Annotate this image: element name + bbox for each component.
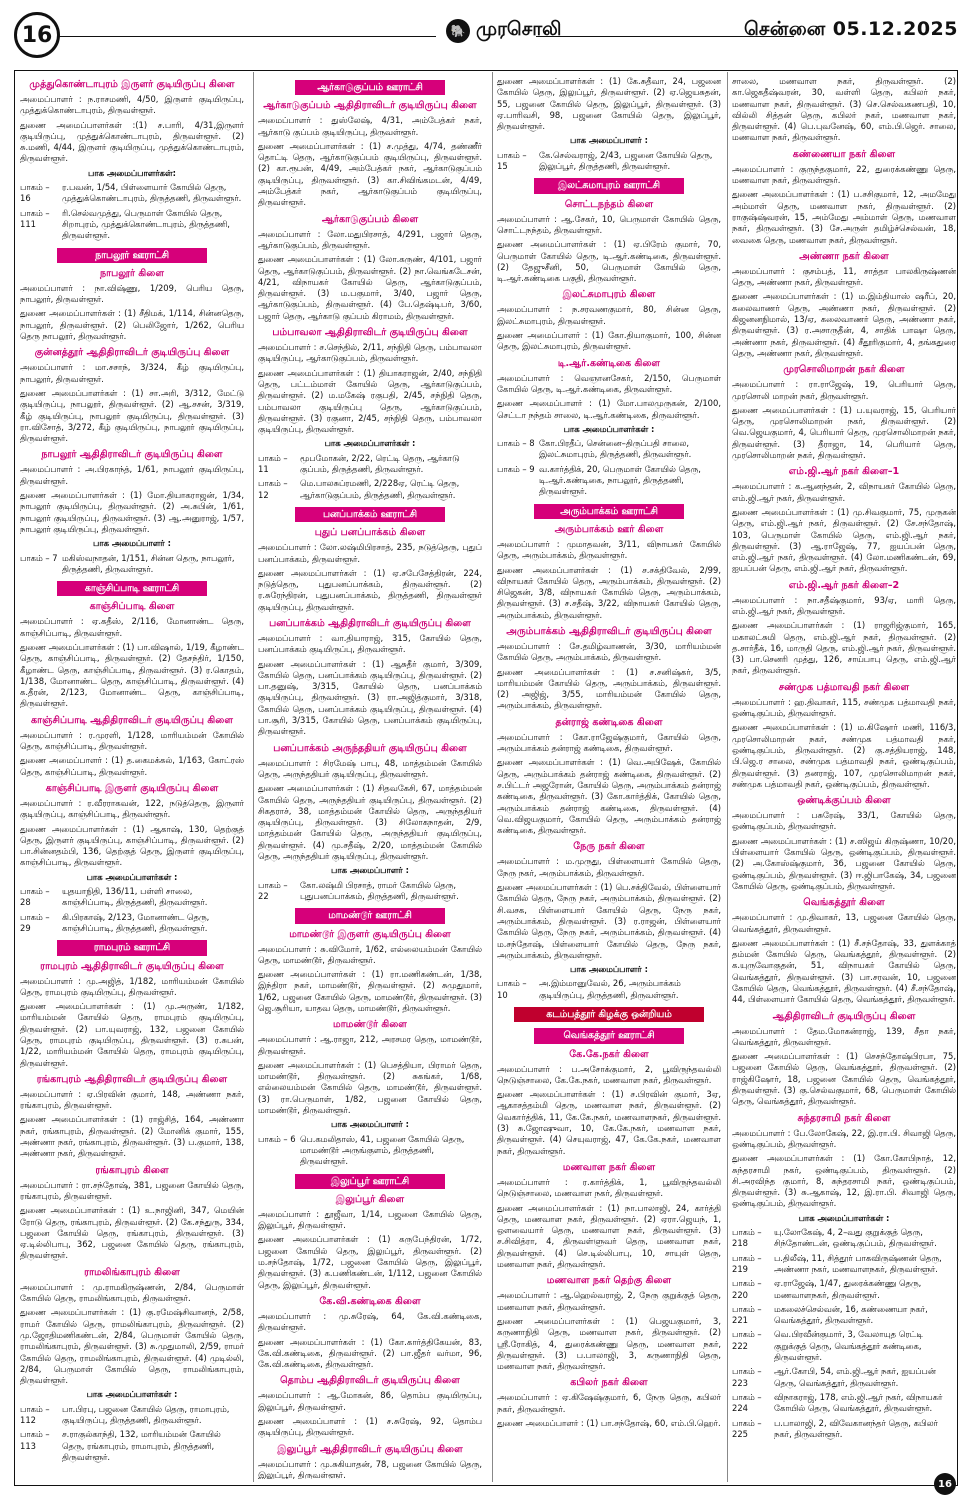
booth-text: ப.திலீஷ், 11, சித்தூர் பாகவிருஷ்ணன் தெரு, அண்ணா நகர், மணவாளநகர், திருவள்ளூர். [774,1252,942,1274]
panchayat-banner: மாமண்டூர் ஊராட்சி [295,908,445,923]
booth-heading: பாக அமைப்பாளர் : [331,865,409,876]
deputy-organizers-text: துணை அமைப்பாளர்கள் : (1) பெஜயகுமார், 3, கருணாநிதி தெரு, மணவாள நகர், திருவள்ளூர். (2) ஸ்ரீ.ரோகித், 4, துரைக்கண்ணு தெரு, மணவாள நகர், திருவள்ளூர். (3) ப.பாலாஜி, 3, கருணாநிதி தெரு, மணவாள நகர், திருவள்ளூர். [497,1315,721,1372]
organizer-text: அமைப்பாளர் : ரா.சந்தோஷ், 381, பஜனை கோயில் தெரு, ரங்காபுரம், திருவள்ளூர். [20,1179,244,1201]
deputy-organizers-text: துணை அமைப்பாளர் : (1) த.கைமக்கல், 1/163, கோட்ரஸ் தெரு, காஞ்சிப்பாடி, திருவள்ளூர். [20,755,244,777]
branch-heading: முத்துகொண்டாபுரம் இருளர் குடியிருப்பு கிளை [29,79,235,90]
deputy-organizers-text: சாலை, மணவாள நகர், திருவள்ளூர். (2) கா.ஜெகதீஷ்வரன், 30, வள்ளி தெரு, கபிலர் நகர், மணவாள நகர், திருவள்ளூர். (3) செ.செல்வகணபதி, 10, வில்லி சித்தன் தெரு, கபிலர் நகர், மணவாள நகர், திருவள்ளூர். (4) பெ.புவனேஷ், 60, எம்.பி.ஜெர். சாலை, மணவாள நகர், திருவள்ளூர். [732,76,956,143]
branch-heading: காஞ்சிப்பாடி கிளை [89,601,175,613]
column-4 [732,74,956,1479]
booth-row [732,1392,956,1415]
footer-page-number: 16 [934,1473,956,1495]
branch-heading: அண்ணா நகர் கிளை [799,250,889,262]
column-2 [258,74,482,1479]
organizer-text: அமைப்பாளர் : ஏ.பிரவின் குமார், 148, அண்ணா நகர், ரங்காபுரம், திருவள்ளூர். [20,1088,244,1111]
panchayat-banner: ஆர்காடுகுப்பம் ஊராட்சி [295,80,445,95]
booth-text: ப.பாலாஜி, 2, விவேகானந்தர் தெரு, கபிலர் நகர், திருவள்ளூர். [774,1417,938,1439]
booth-row [732,1304,956,1327]
column-3 [497,74,721,1479]
organizer-text: அமைப்பாளர் : அ.பிரகாந்த், 1/61, நாபலூர் குடியிருப்பு, திருவள்ளூர். [20,464,244,486]
panchayat-banner: வெங்கத்தூர் ஊராட்சி [534,1028,684,1043]
booth-text: யு.லோகேஷ், 4, 2–வது குறுக்குத் தெரு, சிந்தோண்டன், ஒண்டிகுப்பம், திருவள்ளூர். [774,1227,937,1249]
deputy-organizers-text: துணை அமைப்பாளர்கள் : (1) ம.கிஷோர் மணி, 116/3, முரசொலிமாறன் நகர், சண்முக பத்மாவதி நகர், ஒண்டிகுப்பம், திருவள்ளூர். (2) கு.சத்தியராஜ், 148, பி.ஜெ.ர சாலை, சண்முக பத்மாவதி நகர், ஒண்டிகுப்பம், திருவள்ளூர். (3) தனராஜ், 107, முரசொலிமாறன் நகர், சண்முக பத்மாவதி நகர், ஒண்டிகுப்பம், திருவள்ளூர். [732,722,956,789]
deputy-organizers-text: துணை அமைப்பாளர்கள் : (1) உ.நாஜினி, 347, மெயின் ரோடு தெரு, ரங்காபுரம், திருவள்ளூர். (2) கே.சந்துரு, 334, பஜனை கோயில் தெரு, ரங்காபுரம், திருவள்ளூர். (3) ஏ.டில்லிபாபு, 362, பஜனை கோயில் தெரு, ரங்காபுரம், திருவள்ளூர். [20,1205,244,1261]
panchayat-banner: காஞ்சிப்பாடி ஊராட்சி [57,581,207,596]
deputy-organizers-text: துணை அமைப்பாளர்கள் : (1) ப.சசிகுமார், 12, அமமேது அம்மாள் தெரு, மணவாள நகர், திருவள்ளூர். (2) ராகுஷ்ஷ்வரன், 15, அம்மேது அம்மாள் தெரு, மணவாள நகர், திருவள்ளூர். (3) சே.அருள் தமிழ்ச்செல்வன், 18, வைகை தெரு, மணவாள நகர், திருவள்ளூர். [732,189,956,245]
organizer-text: அமைப்பாளர் : தூஜீவா, 1/14, பஜனை கோயில் தெரு, இலுப்பூர், திருவள்ளூர். [258,1208,482,1231]
organizer-text: அமைப்பாளர் : ஆ.ஹெல்வராஜ், 2, நேரு குறுக்குத் தெரு, மணவாள நகர், திருவள்ளூர். [497,1290,721,1312]
booth-row [20,1429,244,1463]
paper-title: முரசொலி [476,18,562,40]
organizer-text: அமைப்பாளர் : மா.சசாந், 3/324, கீழ் குடியிருப்பு, நாபலூர், திருவள்ளூர். [20,362,244,384]
booth-text: கே.செல்வராஜ், 2/43, பஜனை கோயில் தெரு, இலுப்பூர், திருத்தணி, திருவள்ளூர். [539,149,713,172]
organizer-text: அமைப்பாளர் : கோ.ராஜேஷ்குமார், கோயில் தெரு, அரும்பாக்கம் தன்ராஜ் கண்டிகை, திருவள்ளூர். [497,731,721,754]
branch-heading: இலட்சுமாபுரம் கிளை [562,289,656,301]
column-divider [727,72,728,1482]
organizer-text: அமைப்பாளர் : பே.லோகேஷ், 22, இ.ரா.பி. சிவாஜி தெரு, ஒண்டிகுப்பம், திருவள்ளூர். [732,1127,956,1149]
organizer-text: அமைப்பாளர் : சு.விமோர், 1/62, எல்லையம்மன் கோயில் தெரு, மாமண்டூர், திருவள்ளூர். [258,943,482,965]
booth-number: பாகம் – 225 [732,1417,762,1439]
booth-text: அ.இம்மானுவேல், 26, அரும்பாக்கம் குடியிருப்பு, திருத்தணி, திருவள்ளூர். [539,978,681,1000]
deputy-organizers-text: துணை அமைப்பாளர்கள் : (1) சா.அரி, 3/312, மேட்டு குடியிருப்பு, நாபலூர், திருவள்ளூர். (2) ஆ.சசன், 3/319, கீழ் குடியிருப்பு, நாபலூர் குடியிருப்பு, திருவள்ளூர். (3) ரா.விசோத், 3/272, கீழ் குடியிருப்பு, நாபலூர் குடியிருப்பு, திருவள்ளூர். [20,387,244,444]
booth-number: பாகம் – 112 [20,1403,50,1426]
booth-row [497,464,721,498]
branch-heading: புதுப் பனப்பாக்கம் கிளை [314,527,426,539]
branch-heading: நாபலூர் ஆதிதிராவிடர் குடியிருப்பு கிளை [41,449,223,461]
booth-heading: பாக அமைப்பாளர் : [570,964,648,975]
booth-row [258,880,482,903]
booth-text: ஏ.ராஜேஷ், 1/47, துரைக்கண்ணு தெரு, மணவாளநகர், திருவள்ளூர். [774,1278,922,1300]
booth-row [20,1404,244,1427]
organizer-text: அமைப்பாளர் : ரா.ராஜேஷ், 19, பெரியார் தெரு, முரசொலி மாறன் நகர், திருவள்ளூர். [732,379,956,401]
booth-number: பாகம் – 12 [258,478,288,500]
booth-text: விநாகராஜ், 178, எம்.ஜி.ஆர் நகர், விநாயகர் கோயில் தெரு, வெங்கத்தூர், திருவள்ளூர். [774,1391,943,1414]
branch-heading: தன்ராஜ் கண்டிகை கிளை [555,716,663,728]
deputy-organizers-text: துணை அமைப்பாளர்கள் : (1) கோ.கார்த்திகேயன், 83, கே.வி.கண்டிகை, திருவள்ளூர். (2) பா.ஜீதர் வர்மா, 96, கே.வி.கண்டிகை, திருவள்ளூர். [258,1336,482,1370]
booth-number: பாகம் – 11 [258,452,288,475]
branch-heading: ஒண்டிக்குப்பம் கிளை [797,795,891,807]
booth-row [732,1366,956,1389]
deputy-organizers-text: துணை அமைப்பாளர்கள் : (1) ஆசுதீர் குமார், 3/309, கோயில் தெரு, பனப்பாக்கம் குடியிருப்பு, திருவள்ளூர். (2) பா.தனுஷ், 3/315, கோயில் தெரு, பனப்பாக்கம் குடியிருப்பு, திருவள்ளூர். (3) ரா.அஜித்குமார், 3/318, கோயில் தெரு, பனப்பாக்கம் குடியிருப்பு, திருவள்ளூர். (4) பா.சூரி, 3/315, கோயில் தெரு, பனப்பாக்கம் குடியிருப்பு, திருவள்ளூர். [258,658,482,737]
deputy-organizers-text: துணை அமைப்பாளர் : (1) மோ.பாலமுருகன், 2/100, செட்டா நந்தம் சாலை, டி.ஆர்.கண்டிகை, திருவள்ளூர். [497,398,721,420]
booth-heading: பாக அமைப்பாளர்கள் : [86,871,178,882]
organizer-text: அமைப்பாளர் : லோ.மதுபிரசாத், 4/291, பஜார் தெரு, ஆர்காடுகுப்பம், திருவள்ளூர். [258,228,482,250]
booth-heading: பாக அமைப்பாளர்கள் : [324,438,416,449]
organizer-text: அமைப்பாளர் : ஏ.கதீஸ், 2/116, மோனாண்ட தெரு, காஞ்சிப்பாடி, திருவள்ளூர். [20,616,244,638]
organizer-text: அமைப்பாளர் : வெஞானசேகர், 2/150, பெருமாள் கோயில் தெரு, டி.ஆர்.கண்டிகை, திருவள்ளூர். [497,372,721,394]
branch-heading: மணவாள நகர் கிளை [562,1161,656,1173]
organizer-text: அமைப்பாளர் : தேம.மோகன்ராஜ், 139, சீதா நகர், வெங்கத்தூர், திருவள்ளூர். [732,1025,956,1047]
booth-heading: பாக அமைப்பாளர் : [331,1119,409,1130]
deputy-organizers-text: துணை அமைப்பாளர்கள் : (1) ச.சனிஷ்கர், 3/5, மாரியம்மன் கோயில் தெரு, அரும்பாக்கம், திருவள்ளூர். (2) அஜிஜ், 3/55, மாரியம்மன் கோயில் தெரு, அரும்பாக்கம், திருவள்ளூர். [497,666,721,711]
organizer-text: அமைப்பாளர் : சிரமேஷ் பாபு, 48, மாத்தம்மன் கோயில் தெரு, அருந்ததியர் குடியிருப்பு, திருவள்ளூர். [258,757,482,779]
booth-row [20,182,244,205]
booth-number: பாகம் – 221 [732,1303,762,1326]
branch-heading: பனப்பாக்கம் அருந்ததியர் குடியிருப்பு கிளை [273,742,467,754]
booth-heading: பாக அமைப்பாளர்கள் : [86,1389,178,1400]
deputy-organizers-text: துணை அமைப்பாளர்கள் : (1) தியாகராஜன், 2/40, சந்நிதி தெரு, பட்டம்மாள் கோயில் தெரு, ஆர்காடுகுப்பம், திருவள்ளூர். (2) ம.மகேஷ் ரகுபதி, 2/45, சந்நிதி தெரு, பம்பாவலா குடியிருப்பு தெரு, ஆர்காடுகுப்பம், திருவள்ளூர். (3) ரகுனா, 2/45, சந்நிதி தெரு, பம்பாவலா குடியிருப்பு, திருவள்ளூர். [258,367,482,435]
booth-row [732,1278,956,1301]
deputy-organizers-text: துணை அமைப்பாளர்கள் : (1) கு.ரமேஷ்சிவானந், 2/58, ராமர் கோயில் தெரு, ராமலிங்காபுரம், திருவள்ளூர். (2) மு.ஜோதிமணிகண்டன், 2/84, பெருமாள் கோயில் தெரு, ராமலிங்காபுரம், திருவள்ளூர். (3) சு.முதுமாலி, 2/59, ராமர் கோயில் தெரு, ராமலிங்காபுரம், திருவள்ளூர். (4) முடில்லி, 2/84, பெருமாள் கோயில் தெரு, ராமலிங்காபுரம், திருவள்ளூர். [20,1307,244,1386]
booth-row [258,478,482,501]
booth-heading: பாக அமைப்பாளர்கள் : [563,423,655,434]
page-number: 16 [14,12,60,58]
booth-number: பாகம் – 220 [732,1278,762,1300]
panchayat-banner: அரும்பாக்கம் ஊராட்சி [534,504,684,519]
panchayat-banner: ராமபுரம் ஊராட்சி [57,940,207,955]
organizer-text: அமைப்பாளர் : ப.அசோக்குமார், 2, பூவிருந்தவல்லி நெடுஞ்சாலை, கே.கே.நகர், மணவாள நகர், திருவள்ளூர். [497,1063,721,1085]
booth-row [258,1134,482,1168]
booth-text: ச.ராகுல்காந்தி, 132, மாரியம்மன் கோயில் தெரு, ரங்காபுரம், ராமாபுரம், திருத்தணி, திருவள்ளூர். [62,1429,221,1462]
organizer-text: அமைப்பாளர் : துஸ்லேஷ், 4/31, அம்பேத்கர் நகர், ஆர்காடு குப்பம் குடியிருப்பு, திருவள்ளூர். [258,115,482,137]
branch-heading: கண்ணையா நகர் கிளை [792,148,896,160]
booth-row [20,886,244,909]
deputy-organizers-text: துணை அமைப்பாளர்கள் : (1) கே.சுதீவா, 24, பஜனை கோயில் தெரு, இலுப்பூர், திருவள்ளூர். (2) ஏ.ஜெயசுதன், 55, பஜனை கோயில் தெரு, இலுப்பூர், திருவள்ளூர். (3) ஏ.பாரிவசி, 98, பஜனை கோயில் தெரு, இலுப்பூர், திருவள்ளூர். [497,76,721,132]
deputy-organizers-text: துணை அமைப்பாளர் : (1) ச.சுரேஷ், 92, தொம்ப குடியிருப்பு, திருவள்ளூர். [258,1416,482,1438]
booth-text: மகிஸ்வநாதன், 1/151, சின்ன தெரு, நாபலூர், திருத்தணி, திருவள்ளூர். [62,552,235,574]
booth-row [732,1418,956,1441]
organizer-text: அமைப்பாளர் : முமாதவன், 3/11, விநாயகர் கோயில் தெரு, அரும்பாக்கம், திருவள்ளூர். [497,538,721,561]
branch-heading: டி.ஆர்.கண்டிகை கிளை [557,357,661,369]
booth-text: ர.பவன், 1/54, பிள்ளையார் கோயில் தெரு, முத்துக்கொண்டாபுரம், திருத்தணி, திருவள்ளூர். [62,182,242,204]
booth-number: பாகம் – 111 [20,207,50,229]
booth-row [20,208,244,242]
organizer-text: அமைப்பாளர் : குசம்பத், 11, சாத்தா பாலகிருஷ்ணன் தெரு, அண்ணா நகர், திருவள்ளூர். [732,265,956,288]
column-1 [20,74,244,1479]
organizer-text: அமைப்பாளர் : நா.சதீஷ்குமார், 93/ஏ, மாரி தெரு, எம்.ஜி.ஆர் நகர், திருவள்ளூர். [732,594,956,616]
branch-heading: சுந்தரசாமி நகர் கிளை [797,1112,891,1124]
deputy-organizers-text: துணை அமைப்பாளர்கள் : (1) பெசத்தியா, பிராமர் தெரு, மாமண்டூர், திருவள்ளூர். (2) சுகங்கர், 1/68, எல்லையம்மன் கோயில் தெரு, மாமண்டூர், திருவள்ளூர். (3) ரா.பெருமாள், 1/82, பஜனை கோயில் தெரு, மாமண்டூர், திருவள்ளூர். [258,1059,482,1116]
organizer-text: அமைப்பாளர் : ம.முருது, பிள்ளையார் கோயில் தெரு, நேரு நகர், அரும்பாக்கம், திருவள்ளூர். [497,856,721,878]
deputy-organizers-text: துணை அமைப்பாளர்கள் : (1) வெ.அபிஷேக், கோயில் தெரு, அரும்பாக்கம் தன்ராஜ் கண்டிகை, திருவள்ளூர். (2) ச.பிட்டர் அஜரோன், கோயில் தெரு, அரும்பாக்கம் தன்ராஜ் கண்டிகை, திருவள்ளூர். (3) கோ.கார்த்திக், கோயில் தெரு, அரும்பாக்கம் தன்ராஜ் கண்டிகை, திருவள்ளூர். (4) வெ.விஜயகுமார், கோயில் தெரு, அரும்பாக்கம் தன்ராஜ் கண்டிகை, திருவள்ளூர். [497,757,721,836]
branch-heading: தொம்ப ஆதிதிராவிடர் குடியிருப்பு கிளை [280,1375,460,1387]
organizer-text: அமைப்பாளர் : மு.ராமகிருஷ்ணன், 2/84, பெருமாள் கோயில் தெரு, ராமலிங்காபுரம், திருவள்ளூர். [20,1281,244,1304]
paper-name [446,18,562,43]
column-divider [492,72,493,1482]
organizer-text: அமைப்பாளர் : ர.வீரராகவன், 122, நடுத்தெரு, இருளர் குடியிருப்பு, காஞ்சிப்பாடி, திருவள்ளூர். [20,797,244,820]
deputy-organizers-text: துணை அமைப்பாளர்கள் : (1) பெ.சக்திவேல், பிள்ளையார் கோயில் தெரு, நேரு நகர், அரும்பாக்கம், திருவள்ளூர். (2) சி.வசக, பிள்ளையார் கோயில் தெரு, நேரு நகர், அரும்பாக்கம், திருவள்ளூர். (3) ர.ராஜன், பிள்ளையார் கோயில் தெரு, நேரு நகர், அரும்பாக்கம், திருவள்ளூர். (4) ம.சந்தோஷ், பிள்ளையார் கோயில் தெரு, நேரு நகர், அரும்பாக்கம், திருவள்ளூர். [497,882,721,960]
branch-heading: அரும்பாக்கம் ஊர் கிளை [554,523,664,535]
panchayat-banner: இலட்சுமாபுரம் ஊராட்சி [534,178,684,193]
branch-heading: எம்.ஜி.ஆர் நகர் கிளை–1 [788,466,900,478]
booth-heading: பாக அமைப்பாளர் : [93,538,171,549]
booth-row [20,553,244,576]
booth-text: பெ.கமலிதாஸ், 41, பஜனை கோயில் தெரு, மாமண்டூர் அருங்குளம், திருத்தணி, திருவள்ளூர். [300,1133,465,1167]
booth-text: கோ.லஷ்மி பிரசாத், ராமர் கோயில் தெரு, புதுபனப்பாக்கம், திருத்தணி, திருவள்ளூர். [300,879,459,901]
deputy-organizers-text: துணை அமைப்பாளர்கள் : (1) சீதிமக், 1/114, சின்னதெரு, நாபலூர், திருவள்ளூர். (2) பெலிஜோர், 1/262, பெரிய தெரு நாபலூர், திருவள்ளூர். [20,308,244,342]
organizer-text: அமைப்பாளர் : லோ.லஷ்மிபிரசாத், 235, நடுத்தெரு, புதுப் பனப்பாக்கம், திருவள்ளூர். [258,542,482,564]
deputy-organizers-text: துணை அமைப்பாளர்கள் : (1) ச.பிரவின் குமார், 3ஏ, ஆகாசத்தம்மி தெரு, மணவாள நகர், திருவள்ளூர். (2) வெகார்த்திக், 11, கே.கே.நகர், மணவாளநகர், திருவள்ளூர். (3) சு.ஜோஷுவா, 10, கே.கே.நகர், மணவாள நகர், திருவள்ளூர். (4) செயுவராஜ், 47, கே.கே.நகர், மணவாள நகர், திருவள்ளூர். [497,1089,721,1156]
booth-text: வெ.பிரவீன்குமார், 3, வேலாயுத ரெட்டி குறுக்குத் தெரு, வெங்கத்தூர் கண்டிகை, திருவள்ளூர். [774,1329,923,1363]
deputy-organizers-text: துணை அமைப்பாளர்கள் : (1) ரா.மணிகண்டன், 1/38, இந்திரா நகர், மாமண்டூர், திருவள்ளூர். (2) சுமுதுமார், 1/62, பஜனை கோயில் தெரு, மாமண்டூர், திருவள்ளூர். (3) ஜெ.சூரியா, யாதவ தெரு, மாமண்டூர், திருவள்ளூர். [258,969,482,1013]
booth-number: பாகம் – 15 [497,149,527,172]
branch-heading: கே.வி.கண்டிகை கிளை [319,1295,421,1307]
branch-heading: கே.கே.நகர் கிளை [569,1048,649,1060]
organizer-text: அமைப்பாளர் : ஆ.மோகன், 86, தொம்ப குடியிருப்பு, இலுப்பூர், திருவள்ளூர். [258,1390,482,1412]
deputy-organizers-text: துணை அமைப்பாளர் : (1) பா.சந்தோஷ், 60, எம்.பி.ஹெர். [497,1418,721,1429]
branch-heading: மணவாள நகர் தெற்கு கிளை [546,1275,672,1287]
booth-row [732,1253,956,1276]
booth-row [732,1227,956,1250]
branch-heading: இலுப்பூர் கிளை [335,1193,405,1205]
organizer-text: அமைப்பாளர் : ர.முரளி, 1/128, மாரியம்மன் கோயில் தெரு, காஞ்சிப்பாடி, திருவள்ளூர். [20,729,244,752]
deputy-organizers-text: துணை அமைப்பாளர்கள் : (1) செசந்தோஷ்பிரபா, 75, பஜனை கோயில் தெரு, வெங்கத்தூர், திருவள்ளூர். (2) ராஜ்கிஷோர், 18, பஜனை கோயில் தெரு, வெங்கத்தூர், திருவள்ளூர். (3) கு.செல்வகுமார், 68, பெருமாள் கோயில் தெரு, வெங்கத்தூர், திருவள்ளூர். [732,1051,956,1107]
column-divider [253,72,254,1482]
booth-text: மகலைச்செல்வன், 16, கண்ணையா நகர், வெங்கத்தூர், திருவள்ளூர். [774,1303,928,1326]
booth-text: கோ.பிரதீப், சென்னை–திருப்பதி சாலை, இலட்சுமாபுரம், திருத்தணி, திருவள்ளூர். [539,438,692,460]
organizer-text: அமைப்பாளர் : ர.கார்த்திக், 1, பூவிருந்தவல்லி நெடுஞ்சாலை, மணவாள நகர், திருவள்ளூர். [497,1176,721,1199]
deputy-organizers-text: துணை அமைப்பாளர்கள் : (1) மு.அருண், 1/182, மாரியம்மன் கோயில் தெரு, ராமபுரம் குடியிருப்பு, திருவள்ளூர். (2) பா.யுவராஜ், 132, பஜனை கோயில் தெரு, ராமபுரம் குடியிருப்பு, திருவள்ளூர். (3) ர.சுபன், 1/22, மாரியம்மன் கோயில் தெரு, ராமபுரம் குடியிருப்பு, திருவள்ளூர். [20,1001,244,1068]
deputy-organizers-text: துணை அமைப்பாளர்கள் : (1) ஏ.பிரேம் குமார், 70, பெருமாள் கோயில் தெரு, டி.ஆர்.கண்டிகை, திருவள்ளூர். (2) தேஜுசீனி, 50, பெருமாள் கோயில் தெரு, டி.ஆர்.கண்டிகை பகுதி, திருவள்ளூர். [497,239,721,284]
organizer-text: அமைப்பாளர் : மு.திவாகர், 13, பஜனை கோயில் தெரு, வெங்கத்தூர், திருவள்ளூர். [732,912,956,934]
deputy-organizers-text: துணை அமைப்பாளர்கள் : (1) மு.சிவகுமார், 75, முருகன் தெரு, எம்.ஜி.ஆர் நகர், திருவள்ளூர். (2) சே.சந்தோஷ், 103, பெருமாள் கோயில் தெரு, எம்.ஜி.ஆர் நகர், திருவள்ளூர். (3) ஆ.ராஜேஷ், 77, ஐயப்பன் தெரு, எம்.ஜி.ஆர் நகர், திருவள்ளூர். (4) லோ.மணிகண்டன், 69, ஐயப்பன் தெரு, எம்.ஜி.ஆர் நகர், திருவள்ளூர். [732,506,956,574]
deputy-organizers-text: துணை அமைப்பாளர்கள் : (1) கருபேந்திரன், 1/72, பஜனை கோயில் தெரு, இலுப்பூர், திருவள்ளூர். (2) ம.சந்தோஷ், 1/72, பஜனை கோயில் தெரு, இலுப்பூர், திருவள்ளூர். (3) க.பணிகண்டன், 1/112, பஜனை கோயில் தெரு, இலுப்பூர், திருவள்ளூர். [258,1234,482,1290]
deputy-organizers-text: துணை அமைப்பாளர்கள் : (1) கோ.கோபிநாத், 12, சுந்தரசாமி நகர், ஒண்டிகுப்பம், திருவள்ளூர். (2) சி.அரவிந்த குமார், 8, சுந்தரசாமி நகர், ஒண்டிகுப்பம், திருவள்ளூர். (3) சு.ஆகாஷ், 12, இ.ரா.பி. சிவாஜி தெரு, ஒண்டிகுப்பம், திருவள்ளூர். [732,1153,956,1209]
deputy-organizers-text: துணை அமைப்பாளர்கள் : (1) ம.இம்தியாஸ் ஷரீப், 20, கலைவாணர் தெரு, அண்ணா நகர், திருவள்ளூர். (2) கிஜனனநிமால், 13/ஏ, கலைவாணர் தெரு, அண்ணா நகர், திருவள்ளூர். (3) ர.அசாருதீன், 4, சாதிக் பாஷா தெரு, அண்ணா நகர், திருவள்ளூர். (4) சீதூரிகுமார், 4, தங்கதுரை தெரு, அண்ணா நகர், திருவள்ளூர். [732,291,956,358]
branch-heading: சொட்டநந்தம் கிளை [564,198,654,210]
deputy-organizers-text: துணை அமைப்பாளர்கள் : (1) ச.சக்திவேல், 2/99, விநாயகர் கோயில் தெரு, அரும்பாக்கம், திருவள்ளூர். (2) சிஜெகன், 3/8, விநாயகர் கோயில் தெரு, அரும்பாக்கம், திருவள்ளூர். (3) ச.சதீஷ், 3/22, விநாயகர் கோயில் தெரு, அரும்பாக்கம், திருவள்ளூர். [497,564,721,620]
branch-heading: ராமலிங்காபுரம் கிளை [84,1266,180,1278]
booth-number: பாகம் – 10 [497,978,527,1000]
booth-number: பாகம் – 28 [20,886,50,908]
booth-heading: பாக அமைப்பாளர் : [570,135,648,146]
deputy-organizers-text: துணை அமைப்பாளர்கள் : (1) ப.யுவராஜ், 15, பெரியார் தெரு, முரசொலிமாறன் நகர், திருவள்ளூர். (2) வெ.ஜெயகுமார், 4, பெரியார் தெரு, முரசொலிமாறன் நகர், திருவள்ளூர். (3) தீராஜா, 14, பெரியார் தெரு, முரசொலிமாறன் நகர், திருவள்ளூர். [732,404,956,461]
organizer-text: அமைப்பாளர் : குருந்தகுமார், 22, துரைக்கண்ணு தெரு, மணவாள நகர், திருவள்ளூர். [732,163,956,186]
branch-heading: ரங்காபுரம் கிளை [95,1164,169,1176]
branch-heading: சண்முக பத்மாவதி நகர் கிளை [778,681,910,693]
booth-number: பாகம் – 6 [258,1133,296,1144]
deputy-organizers-text: துணை அமைப்பாளர்கள் : (1) ஆகாஷ், 130, தெற்குத் தெரு, இருளர் குடியிருப்பு, காஞ்சிப்பாடி, திருவள்ளூர். (2) பா.சின்னதம்பி, 136, தெற்குத் தெரு, இருளர் குடியிருப்பு, காஞ்சிப்பாடி, திருவள்ளூர். [20,823,244,868]
branch-heading: மாமண்டூர் கிளை [333,1019,407,1031]
booth-text: மெ.பாலசுப்ரமணி, 2/228ஏ, ரெட்டி தெரு, ஆர்காடுகுப்பம், திருத்தணி, திருவள்ளூர். [300,478,460,500]
deputy-organizers-text: துணை அமைப்பாளர்கள் : (1) ராஜ்சித், 164, அண்ணா நகர், ரங்காபுரம், திருவள்ளூர். (2) மோனிக் குமார், 155, அண்ணா நகர், ரங்காபுரம், திருவள்ளூர். (3) ப.குமார், 138, அண்ணா நகர், திருவள்ளூர். [20,1114,244,1159]
booth-text: ஆர்.கோபி, 54, எம்.ஜி.ஆர் நகர், ஐயப்பன் தெரு, வெங்கத்தூர், திருவள்ளூர். [774,1366,936,1388]
deputy-organizers-text: துணை அமைப்பாளர்கள் : (1) பா.விஷால், 1/19, கீழாண்ட தெரு, காஞ்சிப்பாடி, திருவள்ளூர். (2) தேசந்திர், 1/150, கீழாண்ட தெரு, காஞ்சிப்பாடி, திருவள்ளூர். (3) ர.கொதம், 1/138, மோனாண்ட தெரு, காஞ்சிப்பாடி, திருவள்ளூர். (4) க.தீரன், 2/123, மோனாண்ட தெரு, காஞ்சிப்பாடி, திருவள்ளூர். [20,641,244,709]
booth-text: பா.பிரபு, பஜனை கோயில் தெரு, ராமாபுரம், குடியிருப்பு, திருத்தணி, திருவள்ளூர். [62,1403,230,1426]
booth-number: பாகம் – 7 [20,552,58,563]
booth-row [258,453,482,476]
deputy-organizers-text: துணை அமைப்பாளர்கள் : (1) சீ.சந்தோஷ், 33, துளக்காத் தம்மன் கோயில் தெரு, வெங்கத்தூர், திருவள்ளூர். (2) க.யுருவோகுதன், 51, விநாயகர் கோயில் தெரு, வெங்கத்தூர், திருவள்ளூர். (3) பா.சரவன், 10, பஜனை கோயில் தெரு, வெங்கத்தூர், திருவள்ளூர். (4) சீ.சந்தோஷ், 44, பிள்ளையார் கோயில் தெரு, வெங்கத்தூர், திருவள்ளூர். [732,937,956,1005]
branch-heading: கபிலர் நகர் கிளை [570,1377,648,1389]
branch-heading: பம்பாவலா ஆதிதிராவிடர் குடியிருப்பு கிளை [272,327,468,339]
organizer-text: அமைப்பாளர் : மு.சுரேஷ், 64, கே.வி.கண்டிகை, திருவள்ளூர். [258,1310,482,1333]
organizer-text: அமைப்பாளர் : ந.ராசமணி, 4/50, இருளர் குடியிருப்பு, முத்துக்கொண்டாபுரம், திருவள்ளூர். [20,94,244,116]
booth-number: பாகம் – 29 [20,911,50,933]
branch-heading: ரங்காபுரம் ஆதிதிராவிடர் குடியிருப்பு கிளை [36,1073,228,1085]
organizer-text: அமைப்பாளர் : ஏ.கிஷேஷ்குமார், 6, நேரு தெரு, கபிலர் நகர், திருவள்ளூர். [497,1392,721,1414]
branch-heading: ராமபுரம் ஆதிதிராவிடர் குடியிருப்பு கிளை [40,960,224,972]
organizer-text: அமைப்பாளர் : ஹ.திவாகர், 115, சண்முக பத்மாவதி நகர், ஒண்டிகுப்பம், திருவள்ளூர். [732,696,956,719]
booth-number: பாகம் – 9 [497,463,535,474]
booth-number: பாகம் – 16 [20,182,50,204]
branch-heading: வெங்கத்தூர் கிளை [803,897,885,909]
booth-text: கி.பிரகாஷ், 2/123, மோனாண்ட தெரு, காஞ்சிப்பாடி, திருத்தணி, திருவள்ளூர். [62,911,210,933]
booth-number: பாகம் – 8 [497,438,535,449]
deputy-organizers-text: துணை அமைப்பாளர்கள் : (1) ஏ.சபேசேத்திரன், 224, நடுத்தெரு, புதுபனப்பாக்கம், திருவள்ளூர். (2) ர.சுரேந்திரன், புதுபனப்பாக்கம், திருத்தணி, திருவள்ளூர் குடியிருப்பு, திருவள்ளூர். [258,567,482,612]
organizer-text: அமைப்பாளர் : சே.தமிழ்வாணன், 3/30, மாரியம்மன் கோயில் தெரு, அரும்பாக்கம், திருவள்ளூர். [497,640,721,663]
branch-heading: மாமண்டூர் இருளர் குடியிருப்பு கிளை [289,928,451,940]
branch-heading: நேரு நகர் கிளை [573,841,645,853]
organizer-text: அமைப்பாளர் : மு.சுகியாதன், 78, பஜனை கோயில் தெரு, இலுப்பூர், திருவள்ளூர். [258,1458,482,1479]
deputy-organizers-text: துணை அமைப்பாளர்கள் : (1) ராஜரிஜ்குமார், 165, மகாலட்சுமி தெரு, எம்.ஜி.ஆர் நகர், திருவள்ளூர். (2) த.சார்தீக், 16, மாருதி தெரு, எம்.ஜி.ஆர் நகர், திருவள்ளூர். (3) பா.செனரி முத்து, 126, சாய்பாபு தெரு, எம்.ஜி.ஆர் நகர், திருவள்ளூர். [732,620,956,676]
branch-heading: எம்.ஜி.ஆர் நகர் கிளை–2 [788,579,900,591]
organizer-text: அமைப்பாளர் : ச.செந்தில், 2/11, சந்நிதி தெரு, பம்பாவலா குடியிருப்பு, ஆர்காடுகுப்பம், திருவள்ளூர். [258,342,482,364]
booth-number: பாகம் – 224 [732,1391,762,1414]
booth-number: பாகம் – 22 [258,879,288,901]
deputy-organizers-text: துணை அமைப்பாளர்கள் : (1) ச.முத்து, 4/74, தண்ணீர் தொட்டி தெரு, ஆர்காடுகுப்பம் குடியிருப்பு, திருவள்ளூர். (2) கா.ரூபன், 4/49, அம்பேத்கர் நகர், ஆர்காடுகுப்பம் குடியிருப்பு, திருவள்ளூர். (3) கா.சிவிங்கமடன், 4/49, அம்பேத்கர் நகர், ஆர்காடுகுப்பம் குடியிருப்பு, திருவள்ளூர். [258,140,482,208]
deputy-organizers-text: துணை அமைப்பாளர் : (1) கோ.தியாகுமார், 100, சின்ன தெரு, இலட்சுமாபுரம், திருவள்ளூர். [497,330,721,352]
deputy-organizers-text: துணை அமைப்பாளர்கள் : (1) லோ.கருண், 4/101, பஜார் தெரு, ஆர்காடுகுப்பம், திருவள்ளூர். (2) நா.வெங்கடேசன், 4/21, விநாயகர் கோயில் தெரு, ஆர்காடுகுப்பம், திருவள்ளூர். (3) ம.பகுமார், 3/40, பஜார் தெரு, ஆர்காடுகுப்பம், திருவள்ளூர். (4) பே.தெஷ்டிபர், 3/60, பஜார் தெரு, ஆர்காடு குப்பம் கிராமம், திருவள்ளூர். [258,254,482,321]
organizer-text: அமைப்பாளர் : மு.அஜித், 1/182, மாரியம்மன் கோயில் தெரு, ராமபுரம் குடியிருப்பு, திருவள்ளூர். [20,975,244,997]
branch-heading: காஞ்சிப்பாடி ஆதிதிராவிடர் குடியிருப்பு கிளை [30,714,234,726]
branch-heading: பனப்பாக்கம் ஆதிதிராவிடர் குடியிருப்பு கிளை [269,617,471,629]
deputy-organizers-text: துணை அமைப்பாளர்கள் : (1) நா.பாலாஜி, 24, கார்த்தி தெரு, மணவாள நகர், திருவள்ளூர். (2) ஏரா.ஜெயந், 1, ஒளவையார் தெரு, மணவாள நகர், திருவள்ளூர். (3) ச.சிவித்ரா, 4, திருவள்ளுவர் தெரு, மணவாள நகர், திருவள்ளூர். (4) செ.டில்லிபாபு, 10, சாயுள் தெரு, மணவாள நகர், திருவள்ளூர். [497,1202,721,1270]
header-rule-left [58,36,436,37]
branch-heading: ஆர்காடுகுப்பம் கிளை [321,213,419,225]
booth-text: வ.கார்த்திக், 20, பெருமாள் கோயில் தெரு, டி.ஆர்.கண்டிகை, நாபலூர், திருத்தணி, திருவள்ளூர். [539,463,701,497]
booth-text: யுதயாநிதி, 136/11, பள்ளி சாலை, காஞ்சிப்பாடி, திருத்தணி, திருவள்ளூர். [62,886,208,908]
organizer-text: அமைப்பாளர் : நா.விஷ்ணு, 1/209, பெரிய தெரு, நாபலூர், திருவள்ளூர். [20,282,244,305]
booth-number: பாகம் – 222 [732,1329,762,1351]
branch-heading: குன்னத்தூர் ஆதிதிராவிடர் குடியிருப்பு கிளை [34,347,230,359]
booth-row [497,978,721,1001]
booth-number: பாகம் – 219 [732,1252,762,1274]
booth-number: பாகம் – 113 [20,1429,50,1451]
elephant-logo-icon: 🐘 [446,19,470,43]
deputy-organizers-text: துணை அமைப்பாளர்கள் : (1) சிதவகேசி, 67, மாத்தம்மன் கோயில் தெரு, அருந்ததியர் குடியிருப்பு, திருவள்ளூர். (2) சிகதராச், 38, மாத்தம்மன் கோயில் தெரு, அருந்ததியர் குடியிருப்பு, திருவள்ளூர். (3) சிலோகநாதன், 2/9, மாத்தம்மன் கோயில் தெரு, அருந்ததியர் குடியிருப்பு, திருவள்ளூர். (4) மு.சதீஷ், 2/20, மாத்தம்மன் கோயில் தெரு, அருந்ததியர் குடியிருப்பு, திருவள்ளூர். [258,783,482,862]
branch-heading: இலுப்பூர் ஆதிதிராவிடர் குடியிருப்பு கிளை [277,1443,463,1455]
booth-row [497,150,721,173]
booth-text: மூபமோகன், 2/22, ரெட்டி தெரு, ஆர்காடு குப்பம், திருத்தணி, திருவள்ளூர். [300,452,460,475]
organizer-text: அமைப்பாளர் : வா.தியாராஜ், 315, கோயில் தெரு, பனப்பாக்கம் குடியிருப்பு, திருவள்ளூர். [258,632,482,655]
booth-number: பாகம் – 223 [732,1366,762,1388]
branch-heading: நாபலூர் கிளை [100,267,164,279]
panchayat-banner: இலுப்பூர் ஊராட்சி [295,1174,445,1189]
booth-row [497,438,721,461]
branch-heading: ஆதிதிராவிடர் குடியிருப்பு கிளை [772,1010,916,1022]
branch-heading: காஞ்சிப்பாடி இருளர் குடியிருப்பு கிளை [45,782,219,794]
date-line: சென்னை 05.12.2025 [744,18,958,40]
booth-number: பாகம் – 218 [732,1227,762,1249]
panchayat-banner: நாபலூர் ஊராட்சி [57,248,207,263]
deputy-organizers-text: துணை அமைப்பாளர்கள் :(1) ச.பாரி, 4/31,இருளர் குடியிருப்பு, முத்துக்கொண்டாபுரம், திருவள்ளூர். (2) சு.மணி, 4/44, இருளர் குடியிருப்பு, முத்துக்கொண்டாபுரம், திருவள்ளூர். [20,119,244,164]
panchayat-banner: பனப்பாக்கம் ஊராட்சி [295,507,445,522]
branch-heading: ஆர்காடுகுப்பம் ஆதிதிராவிடர் குடியிருப்பு கிளை [263,100,477,112]
deputy-organizers-text: துணை அமைப்பாளர்கள் : (1) மோ.தியாகராஜன், 1/34, நாபலூர் குடியிருப்பு, திருவள்ளூர். (2) அ.சுபின், 1/61, நாபலூர் குடியிருப்பு, திருவள்ளூர். (3) ஆ.அனுராஜ், 1/57, நாபலூர் குடியிருப்பு, திருவள்ளூர். [20,490,244,534]
booth-row [20,912,244,935]
page-header [14,10,958,66]
booth-row [732,1329,956,1363]
organizer-text: அமைப்பாளர் : ந.சரவணகுமார், 80, சின்ன தெரு, இலட்சுமாபுரம், திருவள்ளூர். [497,304,721,326]
booth-heading: பாக அமைப்பாளர்கள் : [798,1212,890,1223]
organizer-text: அமைப்பாளர் : ஆ.சேகர், 10, பெருமாள் கோயில் தெரு, சொட்டநந்தம், திருவள்ளூர். [497,213,721,235]
organizer-text: அமைப்பாளர் : க.ஆனந்தன், 2, விநாயகர் கோயில் தெரு, எம்.ஜி.ஆர் நகர், திருவள்ளூர். [732,481,956,503]
booth-text: ரி.செல்வமுத்து, பெருமாள் கோயில் தெரு, சிறாபுரம், முத்துக்கொண்டாபுரம், திருத்தணி, திருவள்ளூர். [62,207,230,241]
deputy-organizers-text: துணை அமைப்பாளர்கள் : (1) ச.ஸிஜய் கிருஷ்ணா, 10/20, பிள்ளையார் கோயில் தெரு, ஒண்டிகுப்பம், திருவள்ளூர். (2) அ.கோஸ்ஷ்குமார், 36, பஜனை கோயில் தெரு, ஒண்டிகுப்பம், திருவள்ளூர். (3) ஈ.ஜிபாகேஷ், 34, பஜனை கோயில் தெரு, ஒண்டிகுப்பம், திருவள்ளூர். [732,835,956,891]
booth-heading: பாக அமைப்பாளர்கள்: [88,167,176,178]
organizer-text: அமைப்பாளர் : ஆ.ராஜா, 212, அரசமர தெரு, மாமண்டூர், திருவள்ளூர். [258,1034,482,1056]
organizer-text: அமைப்பாளர் : பசுரேஷ், 33/1, கோயில் தெரு, ஒண்டிகுப்பம், திருவள்ளூர். [732,810,956,832]
branch-heading: அரும்பாக்கம் ஆதிதிராவிடர் குடியிருப்பு கிளை [506,625,712,637]
branch-heading: முரசொலிமாறன் நகர் கிளை [783,364,905,376]
union-banner: கடம்பத்தூர் கிழக்கு ஒன்றியம் [514,1007,704,1022]
